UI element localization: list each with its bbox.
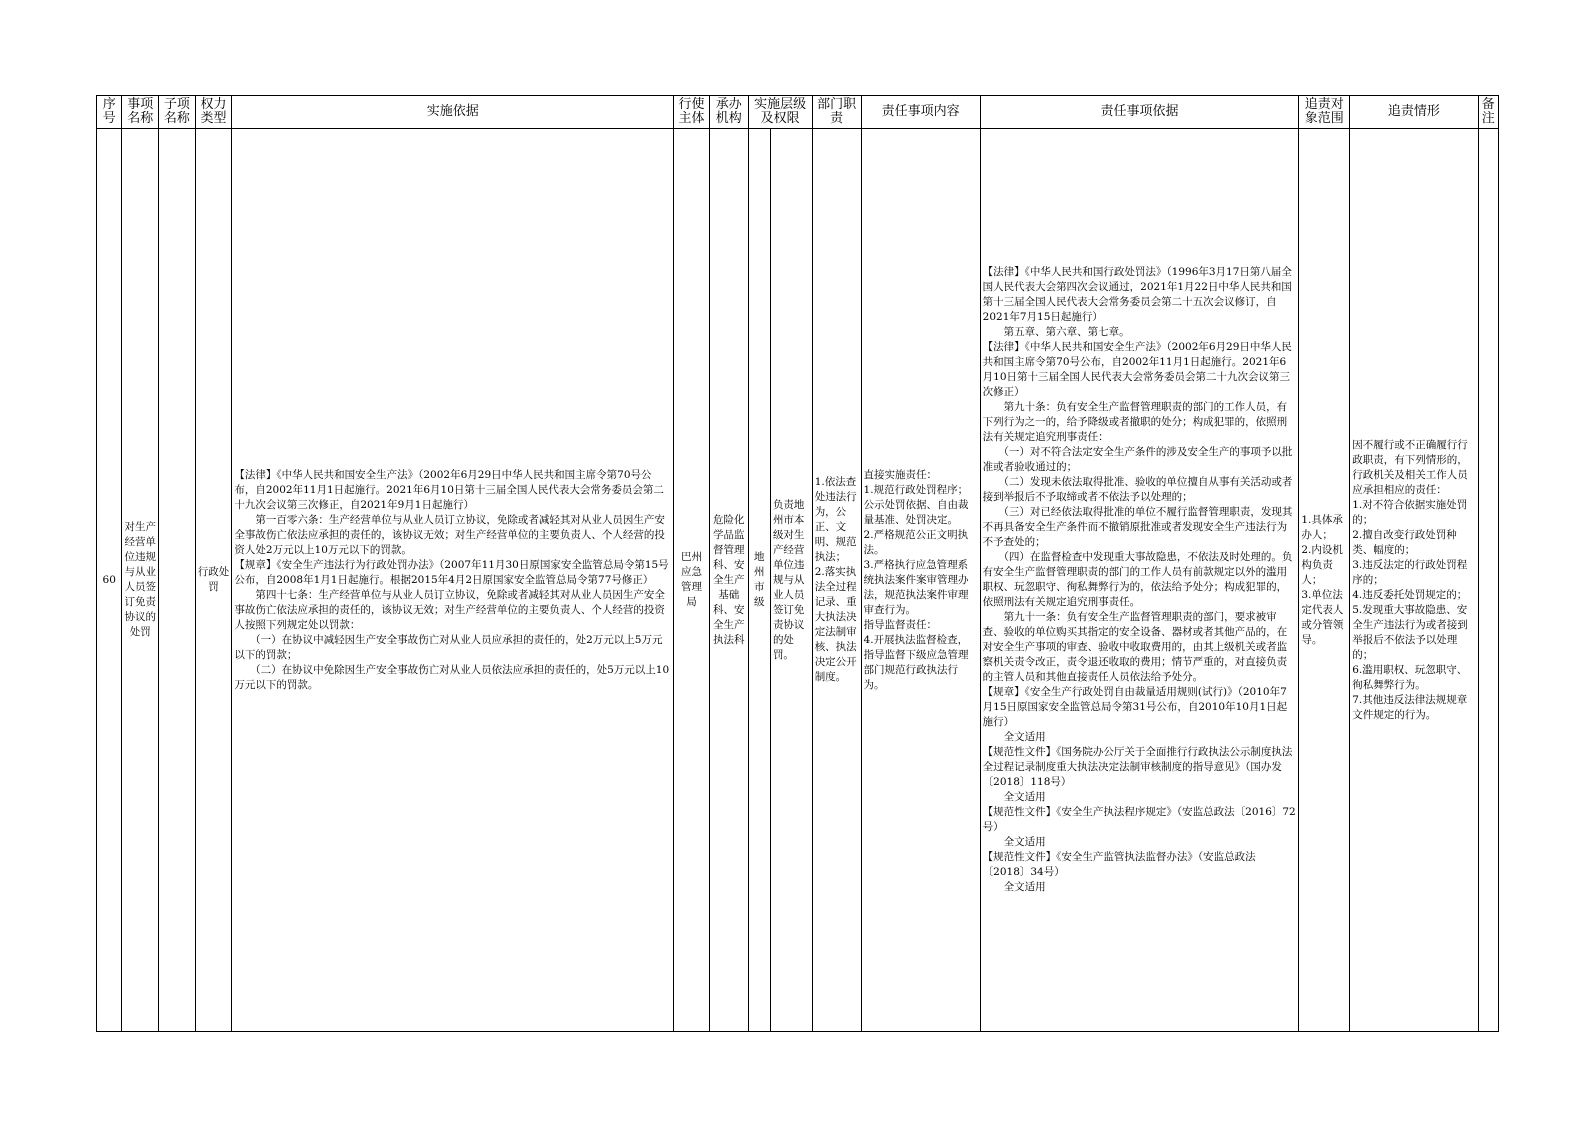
- table-row: [97, 129, 1499, 1032]
- header-remark: 备注: [1478, 96, 1498, 129]
- cell-duty: 1.依法查处违法行为，公正、文明、规范执法； 2.落实执法全过程记录、重大执法决定法制审核、执法决定公开制度。: [812, 129, 861, 1032]
- cell-accountability: 因不履行或不正确履行行政职责，有下列情形的，行政机关及相关工作人员应承担相应的责任： 1.对不符合依据实施处罚的； 2.擅自改变行政处罚种类、幅度的； 3.违反法定的行政处罚程序的； 4.违反委托处罚规定的； 5.发现重大事故隐患、安全生产违法行为或者接到举报后不依法予以处理的； 6.滥用职权、玩忽职守、徇私舞弊行为。 7.其他违反法律法规规章文件规定的行为。: [1350, 129, 1478, 1032]
- cell-level: 地州市级: [748, 129, 770, 1032]
- header-resp-basis: 责任事项依据: [980, 96, 1299, 129]
- header-seq: 序号: [97, 96, 122, 129]
- cell-content: 直接实施责任： 1.规范行政处罚程序；公示处罚依据、自由裁量基准、处罚决定。 2.严格规范公正文明执法。 3.严格执行应急管理系统执法案件案审管理办法，规范执法案件审理审查行为。 指导监督责任： 4.开展执法监督检查，指导监督下级应急管理部门规范行政执法行为。: [861, 129, 980, 1032]
- header-sub-item: 子项名称: [159, 96, 196, 129]
- cell-authority: 负责地州市本级对生产经营单位违规与从业人员签订免责协议的处罚。: [770, 129, 812, 1032]
- header-basis: 实施依据: [232, 96, 674, 129]
- header-power-type: 权力类型: [195, 96, 232, 129]
- cell-seq: 60: [97, 129, 122, 1032]
- header-undertaker: 承办机构: [709, 96, 748, 129]
- cell-power-type: 行政处罚: [195, 129, 232, 1032]
- cell-remark: [1478, 129, 1498, 1032]
- header-row: [97, 96, 1499, 129]
- header-subject: 行使主体: [674, 96, 710, 129]
- header-content: 责任事项内容: [861, 96, 980, 129]
- cell-undertaker: 危险化学品监督管理科、安全生产基础科、安全生产执法科: [709, 129, 748, 1032]
- cell-basis: 【法律】《中华人民共和国安全生产法》（2002年6月29日中华人民共和国主席令第70号公布，自2002年11月1日起施行。2021年6月10日第十三届全国人民代表大会常务委员会第二十九次会议第三次修正，自2021年9月1日起施行） 第一百零六条：生产经营单位与从业人员订立协议，免除或者减轻其对从业人员因生产安全事故伤亡依法应承担的责任的，该协议无效；对生产经营单位的主要负责人、个人经营的投资人处2万元以上10万元以下的罚款。 【规章】《安全生产违法行为行政处罚办法》（2007年11月30日原国家安全监管总局令第15号公布，自2008年1月1日起施行。根据2015年4月2日原国家安全监管总局令第77号修正） 第四十七条：生产经营单位与从业人员订立协议，免除或者减轻其对从业人员因生产安全事故伤亡依法应承担的责任的，该协议无效；对生产经营单位的主要负责人、个人经营的投资人按照下列规定处以罚款： （一）在协议中减轻因生产安全事故伤亡对从业人员应承担的责任的，处2万元以上5万元以下的罚款； （二）在协议中免除因生产安全事故伤亡对从业人员依法应承担的责任的，处5万元以上10万元以下的罚款。: [232, 129, 674, 1032]
- cell-sub-item: [159, 129, 196, 1032]
- header-accountable: 追责对象范围: [1299, 96, 1350, 129]
- header-level: 实施层级及权限: [748, 96, 812, 129]
- accountability-table: [96, 95, 1499, 1032]
- cell-item-name: 对生产经营单位违规与从业人员签订免责协议的处罚: [122, 129, 159, 1032]
- header-duty: 部门职责: [812, 96, 861, 129]
- header-item-name: 事项名称: [122, 96, 159, 129]
- cell-subject: 巴州应急管理局: [674, 129, 710, 1032]
- cell-resp-basis: 【法律】《中华人民共和国行政处罚法》（1996年3月17日第八届全国人民代表大会第四次会议通过，2021年1月22日中华人民共和国第十三届全国人民代表大会常务委员会第二十五次会议修订，自2021年7月15日起施行） 第五章、第六章、第七章。 【法律】《中华人民共和国安全生产法》（2002年6月29日中华人民共和国主席令第70号公布，自2002年11月1日起施行。2021年6月10日第十三届全国人民代表大会常务委员会第二十九次会议第三次修正） 第九十条：负有安全生产监督管理职责的部门的工作人员，有下列行为之一的，给予降级或者撤职的处分；构成犯罪的，依照刑法有关规定追究刑事责任： （一）对不符合法定安全生产条件的涉及安全生产的事项予以批准或者验收通过的； （二）发现未依法取得批准、验收的单位擅自从事有关活动或者接到举报后不予取缔或者不依法予以处理的； （三）对已经依法取得批准的单位不履行监督管理职责，发现其不再具备安全生产条件而不撤销原批准或者发现安全生产违法行为不予查处的； （四）在监督检查中发现重大事故隐患，不依法及时处理的。负有安全生产监督管理职责的部门的工作人员有前款规定以外的滥用职权、玩忽职守、徇私舞弊行为的，依法给予处分；构成犯罪的，依照刑法有关规定追究刑事责任。 第九十一条：负有安全生产监督管理职责的部门，要求被审查、验收的单位购买其指定的安全设备、器材或者其他产品的，在对安全生产事项的审查、验收中收取费用的，由其上级机关或者监察机关责令改正，责令退还收取的费用；情节严重的，对直接负责的主管人员和其他直接责任人员依法给予处分。 【规章】《安全生产行政处罚自由裁量适用规则(试行)》（2010年7月15日原国家安全监管总局令第31号公布，自2010年10月1日起施行） 全文适用 【规范性文件】《国务院办公厅关于全面推行行政执法公示制度执法全过程记录制度重大执法决定法制审核制度的指导意见》（国办发〔2018〕118号） 全文适用 【规范性文件】《安全生产执法程序规定》（安监总政法〔2016〕72号） 全文适用 【规范性文件】《安全生产监管执法监督办法》（安监总政法〔2018〕34号） 全文适用: [980, 129, 1299, 1032]
- cell-accountable: 1.具体承办人； 2.内设机构负责人； 3.单位法定代表人或分管领导。: [1299, 129, 1350, 1032]
- header-accountability: 追责情形: [1350, 96, 1478, 129]
